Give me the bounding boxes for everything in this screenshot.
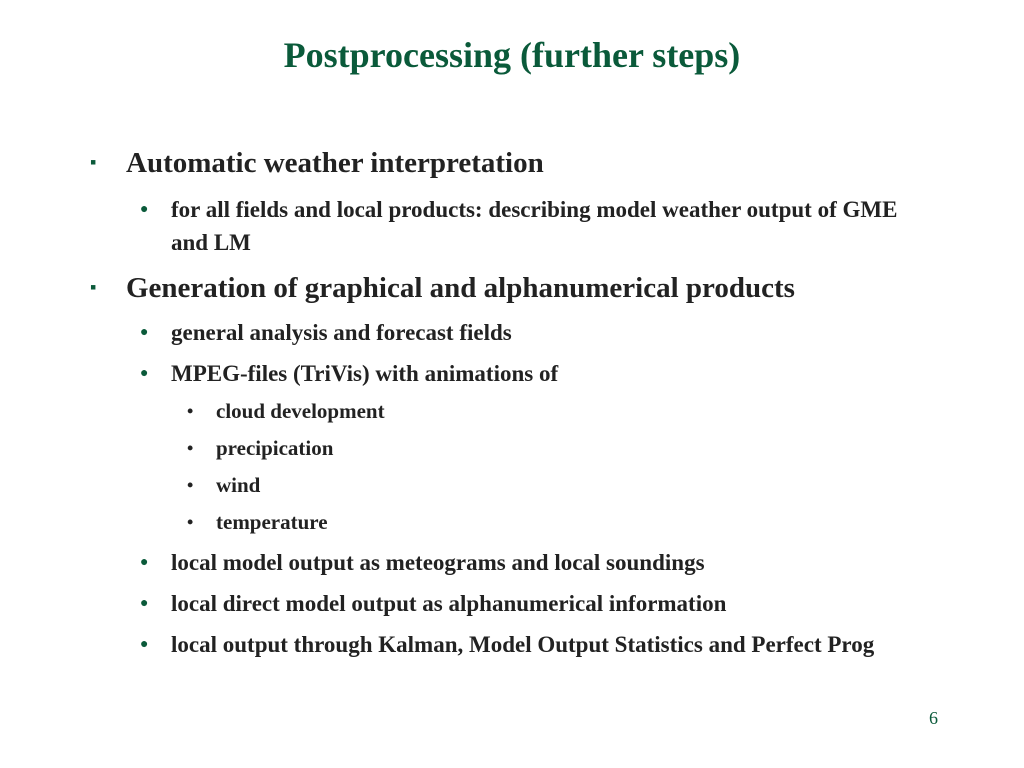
page-number: 6 [929,708,938,728]
list-item [140,316,900,349]
sub-list-item [187,397,385,425]
dot-bullet-icon: ● [140,555,149,570]
list-item [140,587,900,620]
small-bullet-icon: • [187,401,194,421]
list-item-text: MPEG-files (TriVis) with animations of [171,361,559,386]
section-heading-text: Automatic weather interpretation [126,147,544,179]
sub-list-item-text: wind [216,473,261,497]
list-item [140,357,900,390]
dot-bullet-icon: ● [140,637,149,652]
list-item [140,546,900,579]
sub-list-item [187,508,328,536]
section-heading-automatic-weather [90,146,544,180]
dot-bullet-icon: ● [140,366,149,381]
list-item [140,628,900,661]
sub-list-item-text: temperature [216,510,328,534]
square-bullet-icon: ▪ [90,277,97,297]
list-item-text: local output through Kalman, Model Output Statistics and Perfect Prog [171,632,875,657]
small-bullet-icon: • [187,475,194,495]
sub-list-item [187,434,333,462]
list-item [140,193,900,259]
square-bullet-icon: ▪ [90,152,97,172]
list-item-text: general analysis and forecast fields [171,320,512,345]
section-heading-text: Generation of graphical and alphanumerical products [126,272,795,304]
small-bullet-icon: • [187,512,194,532]
section-heading-generation-products [90,271,795,305]
list-item-text: local direct model output as alphanumerical information [171,591,727,616]
dot-bullet-icon: ● [140,325,149,340]
sub-list-item-text: cloud development [216,399,385,423]
slide-title: Postprocessing (further steps) [283,35,741,75]
dot-bullet-icon: ● [140,596,149,611]
sub-list-item [187,471,260,499]
sub-list-item-text: precipication [216,436,334,460]
small-bullet-icon: • [187,438,194,458]
dot-bullet-icon: ● [140,202,149,217]
list-item-text: for all fields and local products: describing model weather output of GME and LM [171,197,898,255]
list-item-text: local model output as meteograms and local soundings [171,550,705,575]
